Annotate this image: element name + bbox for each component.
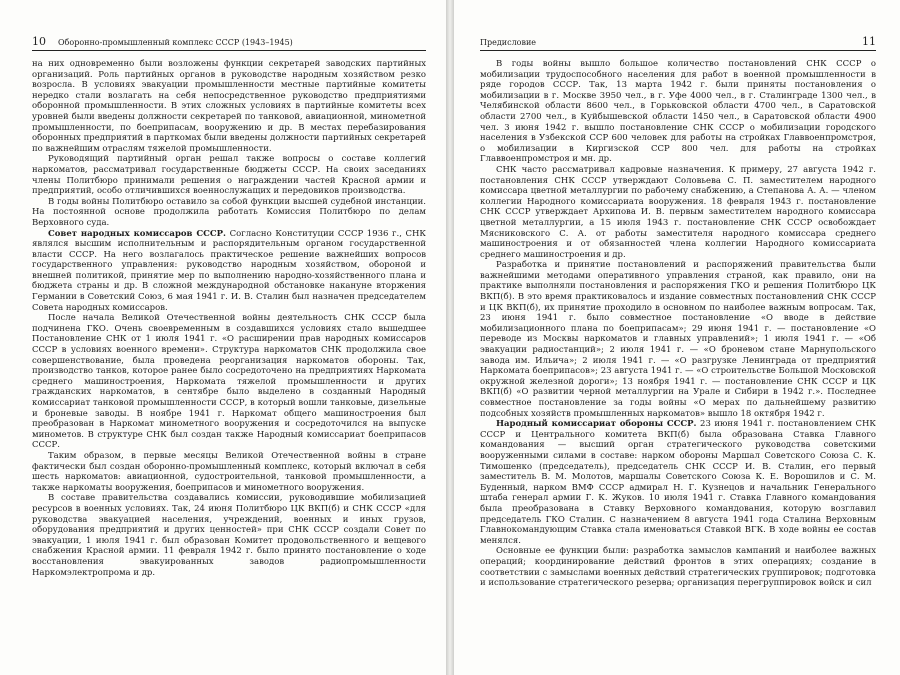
page-number: 11: [862, 35, 876, 48]
paragraph: [32, 313, 426, 451]
section-heading: Совет народных комиссаров СССР.: [48, 228, 226, 239]
book-gutter: [446, 0, 454, 675]
paragraph-text: В годы войны вышло большое количество постановлений СНК СССР о мобилизации трудоспособного населения для работ в военной промышленности в ряде городов СССР. Так, 13 марта 1942 г. были приняты постановления о мобилизации в г. Москве 3950 чел., в г. Уфе 4000 чел., в г. Сталинграде 1300 чел., в Челябинской области 8600 чел., в Горьковской области 4700 чел., в Саратовской области 2700 чел., в Куйбышевской области 1450 чел., в Саратовской области 4900 чел. 3 июня 1942 г. вышло постановление СНК СССР о мобилизации городского населения в Узбекской ССР 600 человек для работы на стройках Главвоенпромстроя, о мобилизации в Киргизской ССР 800 чел. для работы на стройках Главвоенпромстроя и мн. др.: [480, 59, 876, 165]
paragraph-text: В годы войны Политбюро оставило за собой функции высшей судебной инстанции. На постоянной основе продолжила работать Комиссия Политбюро по делам Верховного суда.: [32, 196, 426, 228]
right-page-header: [480, 30, 876, 51]
paragraph-text: Согласно Конституции СССР 1936 г., СНК являлся высшим исполнительным и распорядительным органом государственной власти СССР. На него возлагалось практическое решение важнейших вопросов государственного управления: руководство народным хозяйством, обороной и внешней политикой, принятие мер по выполнению народно-хозяйственного плана и бюджета страны и др. В сложной международной обстановке накануне вторжения Германии в Советский Союз, 6 мая 1941 г. И. В. Сталин был назначен председателем Совета народных комиссаров.: [32, 228, 427, 313]
paragraph: [480, 260, 876, 419]
paragraph: [480, 165, 876, 260]
paragraph-text: Руководящий партийный орган решал также вопросы о составе коллегий наркоматов, рассматривал государственные бюджеты СССР. На своих заседаниях члены Политбюро принимали решения о награждении частей Красной армии и предприятий, особо отличившихся военнослужащих и передовиков производства.: [32, 154, 426, 197]
paragraph-text: После начала Великой Отечественной войны деятельность СНК СССР была подчинена ГКО. Очень своевременным в создавшихся условиях стало вышедшее Постановление СНК от 1 июля 1941 г. «О расширении прав народных комиссаров СССР в условиях военного времени». Структура наркоматов СНК продолжила свое совершенствование, была проведена реорганизация наркоматов обороны. Так, производство танков, которое ранее было сосредоточено на предприятиях Наркомата среднего машиностроения, Наркомата тяжелой промышленности и других гражданских наркоматов, в сентябре было выделено в созданный Народный комиссариат танковой промышленности СССР, в который вошли танковые, дизельные и броневые заводы. В ноябре 1941 г. Наркомат общего машиностроения был преобразован в Наркомат минометного вооружения и сосредоточился на выпуске минометов. В структуре СНК был создан также Народный комиссариат боеприпасов СССР.: [32, 313, 426, 451]
paragraph-text: В составе правительства создавались комиссии, руководившие мобилизацией ресурсов в военных условиях. Так, 24 июня Политбюро ЦК ВКП(б) и СНК СССР «для руководства эвакуацией населения, учреждений, военных и иных грузов, оборудования предприятий и других ценностей» при СНК СССР создали Совет по эвакуации, 1 июля 1941 г. был образован Комитет продовольственного и вещевого снабжения Красной армии. 11 февраля 1942 г. было принято постановление о ходе восстановления эвакуированных заводов радиопромышленности Наркомэлектропрома и др.: [32, 493, 426, 578]
running-head: Предисловие: [480, 38, 537, 47]
section-heading: Народный комиссариат обороны СССР.: [496, 419, 697, 430]
right-page-text: [480, 59, 876, 589]
paragraph: [480, 419, 876, 546]
left-page-text: [32, 59, 426, 578]
paragraph: [480, 59, 876, 165]
paragraph: [32, 229, 426, 314]
paragraph: [32, 59, 426, 154]
paragraph-text: Таким образом, в первые месяцы Великой Отечественной войны в стране фактически был создан оборонно-промышленный комплекс, который включал в себя шесть наркоматов: авиационной, судостроительной, танковой промышленности, а также наркоматы вооружения, боеприпасов и минометного вооружения.: [32, 450, 426, 493]
running-head: Оборонно-промышленный комплекс СССР (1943–1945): [58, 38, 293, 47]
paragraph-text: на них одновременно были возложены функции секретарей заводских партийных организаций. Роль партийных органов в руководстве народным хозяйством резко возросла. В условиях эвакуации промышленности местные партийные комитеты нередко стали возлагать на себя непосредственное руководство предприятиями оборонной промышленности. В этих сложных условиях в партийные комитеты всех уровней были введены должности секретарей по танковой, авиационной, минометной промышленности, по боеприпасам, вооружению и др. В местах перебазирования оборонных предприятий в парткомах были введены должности партийных секретарей по важнейшим отраслям тяжелой промышленности.: [32, 59, 426, 154]
page-number: 10: [32, 35, 46, 48]
left-page: [0, 0, 446, 675]
paragraph: [480, 546, 876, 588]
paragraph: [32, 451, 426, 493]
right-page: [454, 0, 900, 675]
paragraph-text: 23 июня 1941 г. постановлением СНК СССР и Центрального комитета ВКП(б) была образована Ставка Главного командования — высший орган стратегического руководства советскими вооруженными силами в составе: нарком обороны Маршал Советского Союза С. К. Тимошенко (председатель), председатель СНК СССР И. В. Сталин, его первый заместитель В. М. Молотов, маршалы Советского Союза К. Е. Ворошилов и С. М. Буденный, нарком ВМФ СССР адмирал Н. Г. Кузнецов и начальник Генерального штаба генерал армии Г. К. Жуков. 10 июля 1941 г. Ставка Главного командования была преобразована в Ставку Верховного командования, которую возглавил председатель ГКО Сталин. С назначением 8 августа 1941 года Сталина Верховным Главнокомандующим Ставка стала именоваться Ставкой ВГК. В ходе войны ее состав менялся.: [480, 419, 876, 546]
paragraph-text: СНК часто рассматривал кадровые назначения. К примеру, 27 августа 1942 г. постановления СНК СССР утверждают Соловьева С. П. заместителем народного комиссара цветной металлургии по рабочему снабжению, а Степанова А. А. — членом коллегии Народного комиссариата вооружения. 18 февраля 1943 г. постановление СНК СССР утверждает Архипова И. В. первым заместителем народного комиссара цветной металлургии, а 15 июля 1943 г. постановление СНК СССР освобождает Мясниковского С. А. от работы заместителя народного комиссара среднего машиностроения и от обязанностей члена коллегии Народного комиссариата среднего машиностроения и др.: [480, 164, 876, 260]
paragraph-text: Разработка и принятие постановлений и распоряжений правительства были важнейшими методами оперативного управления страной, как правило, они на практике выполняли постановления и распоряжения ГКО и решения Политбюро ЦК ВКП(б). В это время практиковалось и издание совместных постановлений СНК СССР и ЦК ВКП(б), их принятие проходило в основном по наиболее важным вопросам. Так, 23 июня 1941 г. было совместное постановление «О вводе в действие мобилизационного плана по боеприпасам»; 29 июня 1941 г. — постановление «О переводе из Москвы наркоматов и главных управлений»; 1 июля 1941 г. — «Об эвакуации радиостанций»; 2 июля 1941 г. — «О броневом стане Марнупольского завода им. Ильича»; 2 июля 1941 г. — «О разгрузке Ленинграда от предприятий Наркомата боеприпасов»; 23 августа 1941 г. — «О строительстве Большой Московской окружной железной дороги»; 13 ноября 1941 г. — постановление СНК СССР и ЦК ВКП(б) «О развитии черной металлургии на Урале и Сибири в 1942 г.». Последнее совместное постановление за годы войны «О мерах по дальнейшему развитию подсобных хозяйств промышленных наркоматов» вышло 18 октября 1942 г.: [480, 260, 876, 419]
paragraph: [32, 493, 426, 578]
paragraph: [32, 197, 426, 229]
left-page-header: [32, 30, 426, 51]
paragraph-text: Основные ее функции были: разработка замыслов кампаний и наиболее важных операций; координирование действий фронтов в этих операциях; создание в соответствии с замыслами военных действий стратегических группировок; подготовка и использование стратегического резерва; организация перегруппировок войск и сил: [480, 546, 876, 589]
paragraph: [32, 154, 426, 196]
